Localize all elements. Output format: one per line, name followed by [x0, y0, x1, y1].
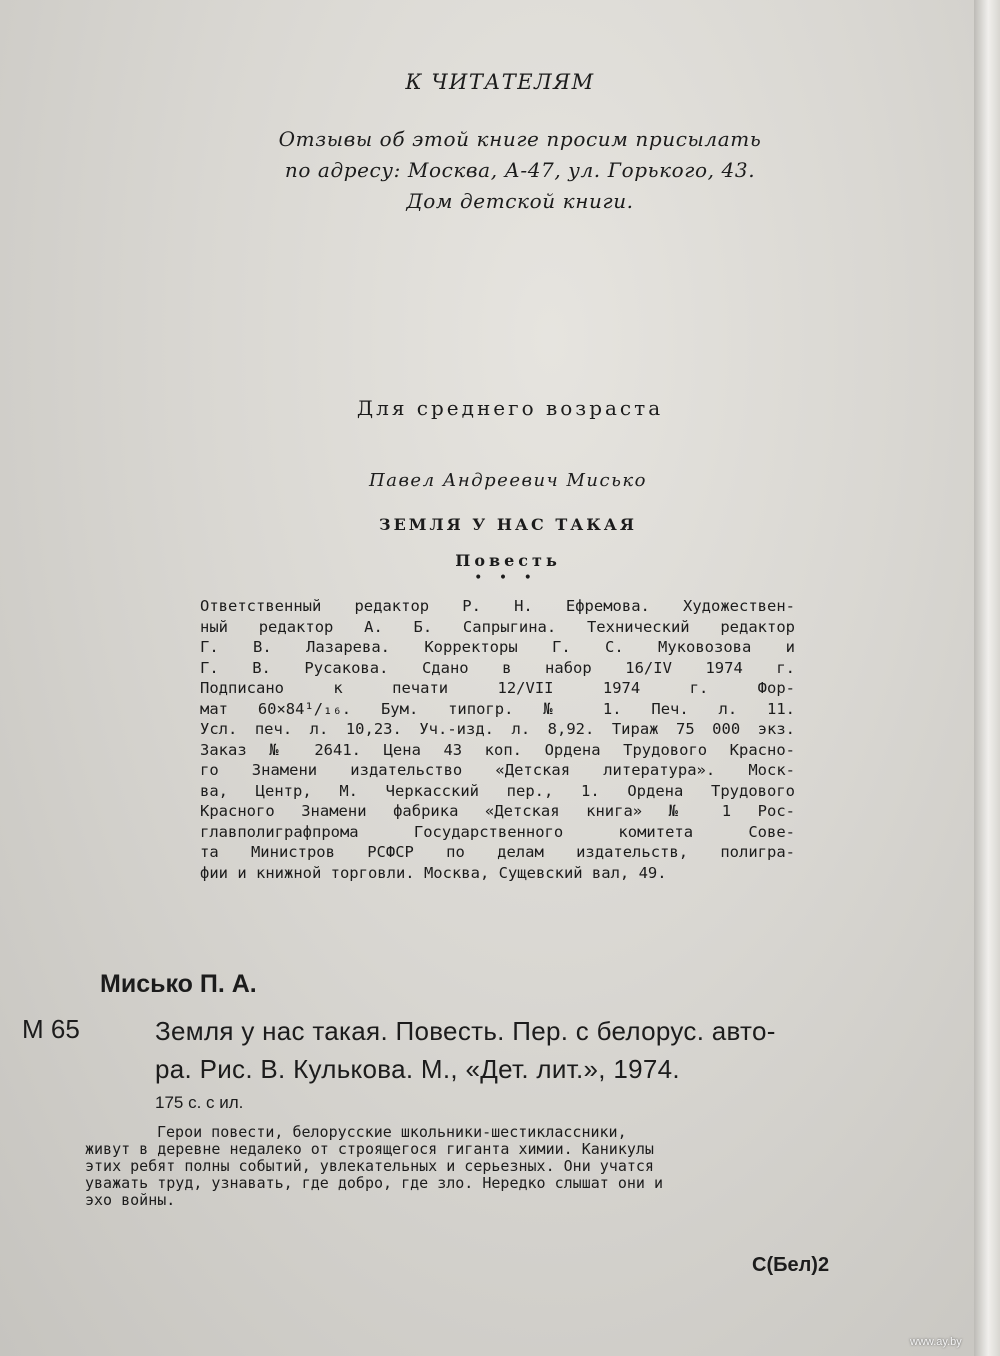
annotation-line: Герои повести, белорусские школьники-шестиклассники,: [157, 1123, 627, 1141]
address-line: по адресу: Москва, А-47, ул. Горького, 43.: [284, 158, 756, 182]
imprint-line: ный редактор А. Б. Сапрыгина. Технический редактор: [200, 617, 795, 636]
annotation-line: этих ребят полны событий, увлекательных и серьезных. Они учатся: [85, 1157, 654, 1175]
annotation-line: уважать труд, узнавать, где добро, где зло. Нередко слышат они и: [85, 1174, 663, 1192]
bibliographic-description: [155, 1012, 855, 1088]
feedback-address: [0, 124, 1000, 217]
imprint-line: мат 60×84¹/₁₆. Бум. типогр. № 1. Печ. л. 11.: [200, 699, 795, 718]
biblio-line: ра. Рис. В. Кулькова. М., «Дет. лит.», 1974.: [155, 1054, 680, 1084]
imprint-line: Ответственный редактор Р. Н. Ефремова. Художествен-: [200, 597, 795, 615]
address-line: Дом детской книги.: [406, 189, 634, 213]
catalog-author: Мисько П. А.: [100, 970, 257, 998]
imprint-line: Красного Знамени фабрика «Детская книга» № 1 Рос-: [200, 802, 795, 820]
imprint-line: Заказ № 2641. Цена 43 коп. Ордена Трудового Красно-: [200, 740, 795, 759]
imprint-line: Г. В. Лазарева. Корректоры Г. С. Муковозова и: [200, 638, 795, 656]
imprint-block: [200, 596, 795, 883]
imprint-line: главполиграфпрома Государственного комитета Сове-: [200, 822, 795, 841]
imprint-line: го Знамени издательство «Детская литература». Моск-: [200, 761, 795, 779]
book-title: ЗЕМЛЯ У НАС ТАКАЯ: [379, 515, 637, 534]
annotation-line: живут в деревне недалеко от строящегося гиганта химии. Каникулы: [85, 1140, 654, 1158]
imprint-line: Г. В. Русакова. Сдано в набор 16/IV 1974 г.: [200, 658, 795, 677]
imprint-line: Усл. печ. л. 10,23. Уч.-изд. л. 8,92. Тираж 75 000 экз.: [200, 720, 795, 738]
page-count: 175 с. с ил.: [155, 1093, 244, 1112]
book-genre: Повесть: [455, 551, 561, 570]
address-line: Отзывы об этой книге просим присылать: [278, 127, 762, 151]
imprint-line: та Министров РСФСР по делам издательств, полигра-: [200, 843, 795, 861]
annotation-block: [85, 1124, 855, 1209]
age-group: Для среднего возраста: [356, 396, 664, 420]
author-full-name: Павел Андреевич Мисько: [369, 470, 647, 491]
classification-code: С(Бел)2: [752, 1254, 830, 1276]
annotation-line: эхо войны.: [85, 1191, 176, 1209]
imprint-line: фии и книжной торговли. Москва, Сущевский вал, 49.: [200, 863, 667, 882]
biblio-line: Земля у нас такая. Повесть. Пер. с белорус. авто-: [155, 1016, 776, 1046]
imprint-line: ва, Центр, М. Черкасский пер., 1. Ордена Трудового: [200, 781, 795, 800]
to-readers-heading: К ЧИТАТЕЛЯМ: [405, 70, 595, 94]
catalog-code: М 65: [22, 1014, 80, 1044]
separator-dots: • • •: [474, 570, 538, 586]
site-watermark: www.ay.by: [910, 1336, 962, 1348]
imprint-line: Подписано к печати 12/VII 1974 г. Фор-: [200, 679, 795, 697]
